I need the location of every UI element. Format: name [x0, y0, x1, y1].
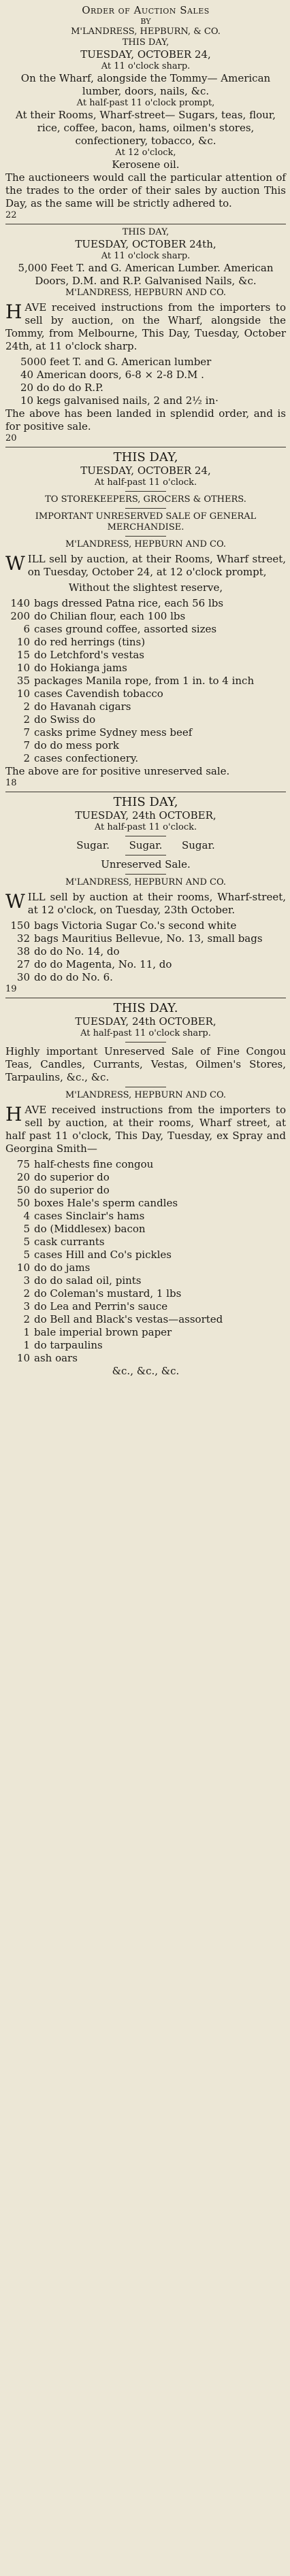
- list-item: 2 do Swiss do: [23, 713, 96, 726]
- list-item: 50 boxes Hale's sperm candles: [16, 1197, 178, 1209]
- advert-heading: Order of Auction Sales: [82, 4, 210, 16]
- list-item: 6 cases ground coffee, assorted sizes: [23, 623, 217, 635]
- list-item: 4 cases Sinclair's hams: [23, 1210, 145, 1222]
- divider: [125, 508, 166, 509]
- list-item: 75 half-chests fine congou: [16, 1158, 154, 1170]
- list-item: 15 do Letchford's vestas: [16, 649, 144, 661]
- etcetera: &c., &c., &c.: [112, 1365, 180, 1377]
- sale-location: On the Wharf, alongside the Tommy— American lumber, doors, nails, &c.: [20, 72, 271, 97]
- list-item: 10 do red herrings (tins): [16, 636, 146, 648]
- advert-ref: 20: [5, 433, 17, 443]
- advert-ref: 19: [5, 984, 17, 994]
- list-item: 7 casks prime Sydney mess beef: [23, 726, 193, 739]
- firm-name: M'LANDRESS, HEPBURN AND CO.: [65, 288, 227, 298]
- divider: [125, 874, 166, 875]
- sale-date: TUESDAY, 24th OCTOBER,: [75, 809, 216, 821]
- list-item: 5 do (Middlesex) bacon: [23, 1223, 146, 1235]
- divider: [125, 491, 166, 492]
- advert-notice: The auctioneers would call the particular attention of the trades to the order of their sales by auction This Day, as the same will be strictly adhered to.: [5, 171, 286, 209]
- drop-cap: H: [5, 1103, 22, 1125]
- sale-date: TUESDAY, OCTOBER 24,: [80, 464, 211, 477]
- list-item: 5000 feet T. and G. American lumber: [20, 356, 212, 368]
- lot-summary: 5,000 Feet T. and G. American Lumber. American Doors, D.M. and R.P. Galvanised Nails, &c.: [18, 262, 274, 287]
- sugar-word: Sugar.: [129, 839, 163, 851]
- sale-time: At half-past 11 o'clock.: [94, 822, 197, 832]
- list-item: 150 bags Victoria Sugar Co.'s second white: [10, 919, 237, 932]
- list-item: 10 do Hokianga jams: [16, 662, 127, 674]
- list-item: 27 do do Magenta, No. 11, do: [16, 958, 172, 970]
- advert-note: The above are for positive unreserved sale.: [5, 765, 230, 777]
- advert-by: BY: [140, 17, 151, 26]
- list-item: 5 cases Hill and Co's pickles: [23, 1249, 172, 1261]
- list-item: 2 cases confectionery.: [23, 752, 139, 764]
- list-item: 32 bags Mauritius Bellevue, No. 13, small bags: [16, 932, 263, 945]
- divider: [125, 536, 166, 537]
- list-item: 35 packages Manila rope, from 1 in. to 4 inch: [16, 675, 255, 687]
- list-item: 20 do do do R.P.: [20, 382, 103, 394]
- list-item: 30 do do do No. 6.: [16, 971, 113, 983]
- list-item: 200 do Chilian flour, each 100 lbs: [10, 610, 186, 622]
- firm-name: M'LANDRESS, HEPBURN AND CO.: [65, 539, 227, 549]
- sale-time: At half-past 11 o'clock prompt,: [76, 98, 215, 108]
- item-list: [5, 356, 286, 407]
- sale-location: At their Rooms, Wharf-street— Sugars, teas, flour, rice, coffee, bacon, hams, oilmen's stores, confectionery, tobacco, &c.: [15, 109, 276, 147]
- divider: [125, 1042, 166, 1043]
- advert-american-lumber: [5, 227, 286, 444]
- drop-cap: W: [5, 890, 25, 913]
- sugar-word: Sugar.: [76, 839, 110, 851]
- advert-subheading: IMPORTANT UNRESERVED SALE OF GENERAL MERCHANDISE.: [35, 511, 257, 532]
- list-item: 1 bale imperial brown paper: [23, 1326, 172, 1338]
- advert-body: HAVE received instructions from the importers to sell by auction, at their rooms, Wharf street, at half past 11 o'clock, This Day, Tuesday, ex Spray and Georgina Smith—: [5, 1103, 286, 1155]
- list-item: 2 do Havanah cigars: [23, 700, 131, 713]
- list-item: 3 do Lea and Perrin's sauce: [23, 1300, 168, 1312]
- list-item: 3 do do salad oil, pints: [23, 1274, 142, 1287]
- advert-body: WILL sell by auction at their rooms, Wharf-street, at 12 o'clock, on Tuesday, 23th October.: [5, 890, 286, 916]
- list-item: 10 cases Cavendish tobacco: [16, 688, 163, 700]
- advert-teas-sale: [5, 1001, 286, 1378]
- sale-time: At 11 o'clock sharp.: [101, 61, 191, 71]
- advert-note: The above has been landed in splendid order, and is for positive sale.: [5, 407, 286, 433]
- list-item: 2 do Coleman's mustard, 1 lbs: [23, 1287, 182, 1300]
- drop-cap: W: [5, 552, 25, 575]
- this-day-label: THIS DAY,: [113, 450, 178, 464]
- advert-order-of-sales: [5, 4, 286, 221]
- item-list: [5, 1158, 286, 1365]
- list-item: 40 American doors, 6-8 × 2-8 D.M .: [20, 369, 204, 381]
- advert-ref: 18: [5, 778, 17, 788]
- firm-name: M'LANDRESS, HEPBURN, & CO.: [71, 27, 221, 37]
- advert-ref: 22: [5, 210, 17, 220]
- advert-subheading: Unreserved Sale.: [101, 858, 191, 870]
- advert-audience: TO STOREKEEPERS, GROCERS & OTHERS.: [45, 494, 246, 505]
- item-list: [5, 597, 286, 765]
- sale-time: At half-past 11 o'clock sharp.: [80, 1028, 211, 1038]
- advert-lead: Highly important Unreserved Sale of Fine Congou Teas, Candles, Currants, Vestas, Oilmen's Stores, Tarpaulins, &c., &c.: [5, 1045, 286, 1083]
- sale-time: At 11 o'clock sharp.: [101, 251, 191, 261]
- list-item: 50 do superior do: [16, 1184, 110, 1196]
- sale-time: At half-past 11 o'clock.: [94, 477, 197, 488]
- firm-name: M'LANDRESS, HEPBURN AND CO.: [65, 1090, 227, 1100]
- this-day-label: THIS DAY,: [113, 795, 178, 809]
- sale-date: TUESDAY, 24th OCTOBER,: [75, 1015, 216, 1028]
- firm-name: M'LANDRESS, HEPBURN AND CO.: [65, 877, 227, 887]
- list-item: 20 do superior do: [16, 1171, 110, 1183]
- drop-cap: H: [5, 301, 22, 323]
- list-item: 10 ash oars: [16, 1352, 78, 1364]
- list-item: 5 cask currants: [23, 1236, 105, 1248]
- list-item: 10 kegs galvanised nails, 2 and 2½ in·: [20, 394, 219, 407]
- this-day-label: THIS DAY.: [113, 1001, 178, 1015]
- sale-date: TUESDAY, OCTOBER 24,: [80, 48, 211, 61]
- advert-sugar-sale: [5, 795, 286, 995]
- list-item: 1 do tarpaulins: [23, 1339, 103, 1351]
- advert-body: WILL sell by auction, at their Rooms, Wharf street, on Tuesday, October 24, at 12 o'clock prompt,: [5, 552, 286, 578]
- sale-time: At 12 o'clock,: [115, 148, 176, 158]
- reserve-note: Without the slightest reserve,: [68, 581, 223, 594]
- advert-body: HAVE received instructions from the importers to sell by auction, on the Wharf, alongside the Tommy, from Melbourne, This Day, Tuesday, October 24th, at 11 o'clock sharp.: [5, 301, 286, 352]
- list-item: 38 do do No. 14, do: [16, 945, 120, 957]
- sugar-banner: [5, 839, 286, 852]
- item-list: [5, 919, 286, 984]
- this-day-label: THIS DAY,: [122, 227, 170, 237]
- list-item: 10 do do jams: [16, 1261, 91, 1274]
- this-day-label: THIS DAY,: [122, 37, 170, 48]
- list-item: 7 do do mess pork: [23, 739, 119, 751]
- list-item: 140 bags dressed Patna rice, each 56 lbs: [10, 597, 224, 609]
- sale-item: Kerosene oil.: [112, 158, 180, 171]
- advert-general-merchandise: [5, 450, 286, 789]
- sugar-word: Sugar.: [182, 839, 215, 851]
- sale-date: TUESDAY, OCTOBER 24th,: [75, 238, 216, 250]
- list-item: 2 do Bell and Black's vestas—assorted: [23, 1313, 223, 1325]
